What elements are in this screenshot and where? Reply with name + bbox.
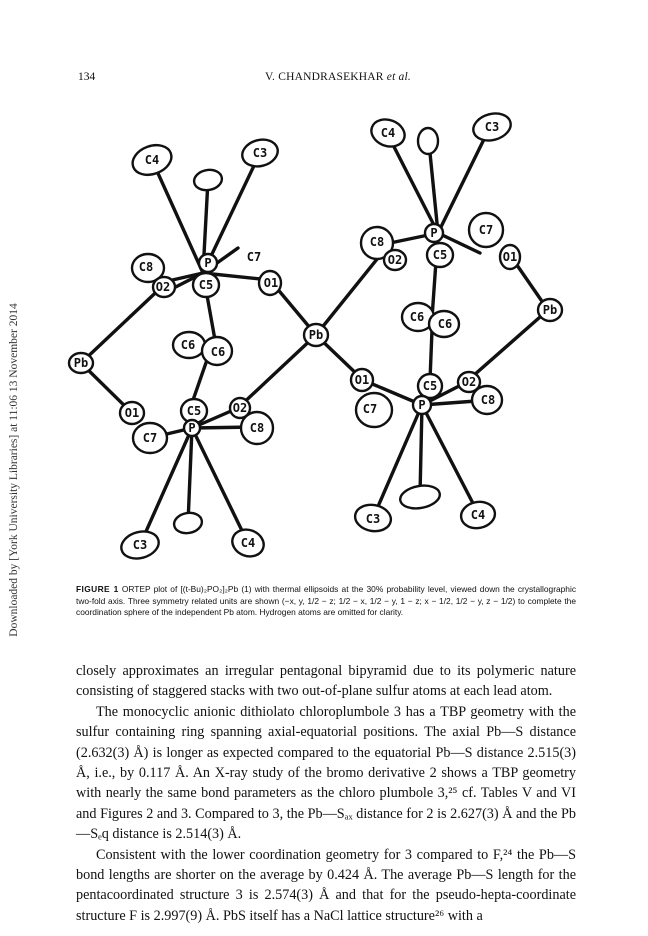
ortep-diagram — [60, 105, 600, 575]
atom-label: C8 — [480, 393, 496, 407]
atom-label: P — [418, 398, 426, 412]
atom-label: C7 — [478, 223, 494, 237]
atom-label: P — [430, 226, 438, 240]
figure-caption — [76, 584, 576, 619]
atom-label: O1 — [263, 276, 279, 290]
running-title — [78, 71, 598, 83]
atom-label: C7 — [362, 402, 378, 416]
paragraph: closely approximates an irregular pentagonal bipyramid due to its polymeric nature consisting of staggered stacks with two out-of-plane sulfur atoms at each lead atom. — [76, 663, 576, 700]
atom-label: C4 — [470, 508, 486, 522]
atom-label: C5 — [432, 248, 448, 262]
paragraph: Consistent with the lower coordination geometry for 3 compared to F,²⁴ the Pb—S bond lengths are shorter on the average by 0.424 Å. The average Pb—S length for the pentacoordinated structure 3 is 2.574(3) Å and that for the pseudo-hepta-coordinate structure F is 2.997(9) Å. PbS itself has a NaCl lattice structure²⁶ with a — [76, 846, 576, 924]
atom-label: C7 — [142, 431, 158, 445]
atom-c1-lower-right — [398, 483, 441, 512]
body-text — [76, 661, 576, 926]
atom-label: C6 — [437, 317, 453, 331]
atom-label: O1 — [124, 406, 140, 420]
et-al: et al. — [386, 71, 411, 83]
atom-label: C4 — [144, 153, 160, 167]
caption-text: ORTEP plot of [(t-Bu)₂PO₂]₂Pb (1) with thermal ellipsoids at the 30% probability level, viewed down the crystallographic two-fold axis. Three symmetry related units are shown (−x, y, 1/2 − z; 1/2 − x, 1/2 − y, 1 − z; x − 1/2, 1/2 − y, z − 1/2) to complete the coordination sphere of the independent Pb atom. Hydrogen atoms are omitted for clarity. — [76, 584, 577, 618]
atom-label: P — [204, 256, 212, 270]
atom-label: C8 — [249, 421, 265, 435]
atom-label: P — [188, 421, 196, 435]
atom-label: O1 — [354, 373, 370, 387]
atom-label: C4 — [240, 536, 256, 550]
atom-label: Pb — [308, 328, 324, 342]
atom-label: C6 — [409, 310, 425, 324]
atom-c1-top-left — [192, 168, 223, 193]
atom-label: C4 — [380, 126, 396, 140]
atoms — [69, 110, 562, 563]
atom-label: C8 — [138, 260, 154, 274]
atom-label: C5 — [422, 379, 438, 393]
atom-label: C7 — [246, 250, 262, 264]
atom-label: C6 — [210, 345, 226, 359]
atom-label: O1 — [502, 250, 518, 264]
atom-label: C5 — [198, 278, 214, 292]
atom-label: O2 — [232, 401, 248, 415]
atom-label: C3 — [365, 512, 381, 526]
atom-c1-lower-left — [172, 511, 203, 536]
atom-label: O2 — [461, 375, 477, 389]
atom-label: O2 — [155, 280, 171, 294]
atom-label: C6 — [180, 338, 196, 352]
atom-label: O2 — [387, 253, 403, 267]
atom-label: C3 — [484, 120, 500, 134]
caption-label: FIGURE 1 — [76, 584, 119, 594]
atom-label: C3 — [252, 146, 268, 160]
atom-label: Pb — [542, 303, 558, 317]
running-header — [78, 71, 598, 89]
atom-c1-top-right — [418, 128, 438, 154]
atom-label: C5 — [186, 404, 202, 418]
atom-label: C8 — [369, 235, 385, 249]
paragraph: The monocyclic anionic dithiolato chloroplumbole 3 has a TBP geometry with the sulfur containing ring spanning axial-equatorial positions. The axial Pb—S distance (2.632(3) Å) is longer as expected compared to the equatorial Pb—S distance 2.515(3) Å, i.e., by 0.117 Å. An X-ray study of the bromo derivative 2 shows a TBP geometry with nearly the same bond parameters as the chloro plumbole 3,²⁵ cf. Tables V and VI and Figures 2 and 3. Compared to 3, the Pb—Sₐₓ distance for 2 is 2.627(3) Å and the Pb—Sₑq distance is 2.514(3) Å. — [76, 703, 576, 843]
author-name: V. CHANDRASEKHAR — [265, 71, 384, 83]
download-watermark-text: Downloaded by [York University Libraries] at 11:06 13 November 2014 — [8, 303, 20, 637]
page-number: 134 — [78, 71, 96, 83]
atom-label: Pb — [73, 356, 89, 370]
atom-label: C3 — [132, 538, 148, 552]
ortep-figure — [60, 105, 600, 575]
